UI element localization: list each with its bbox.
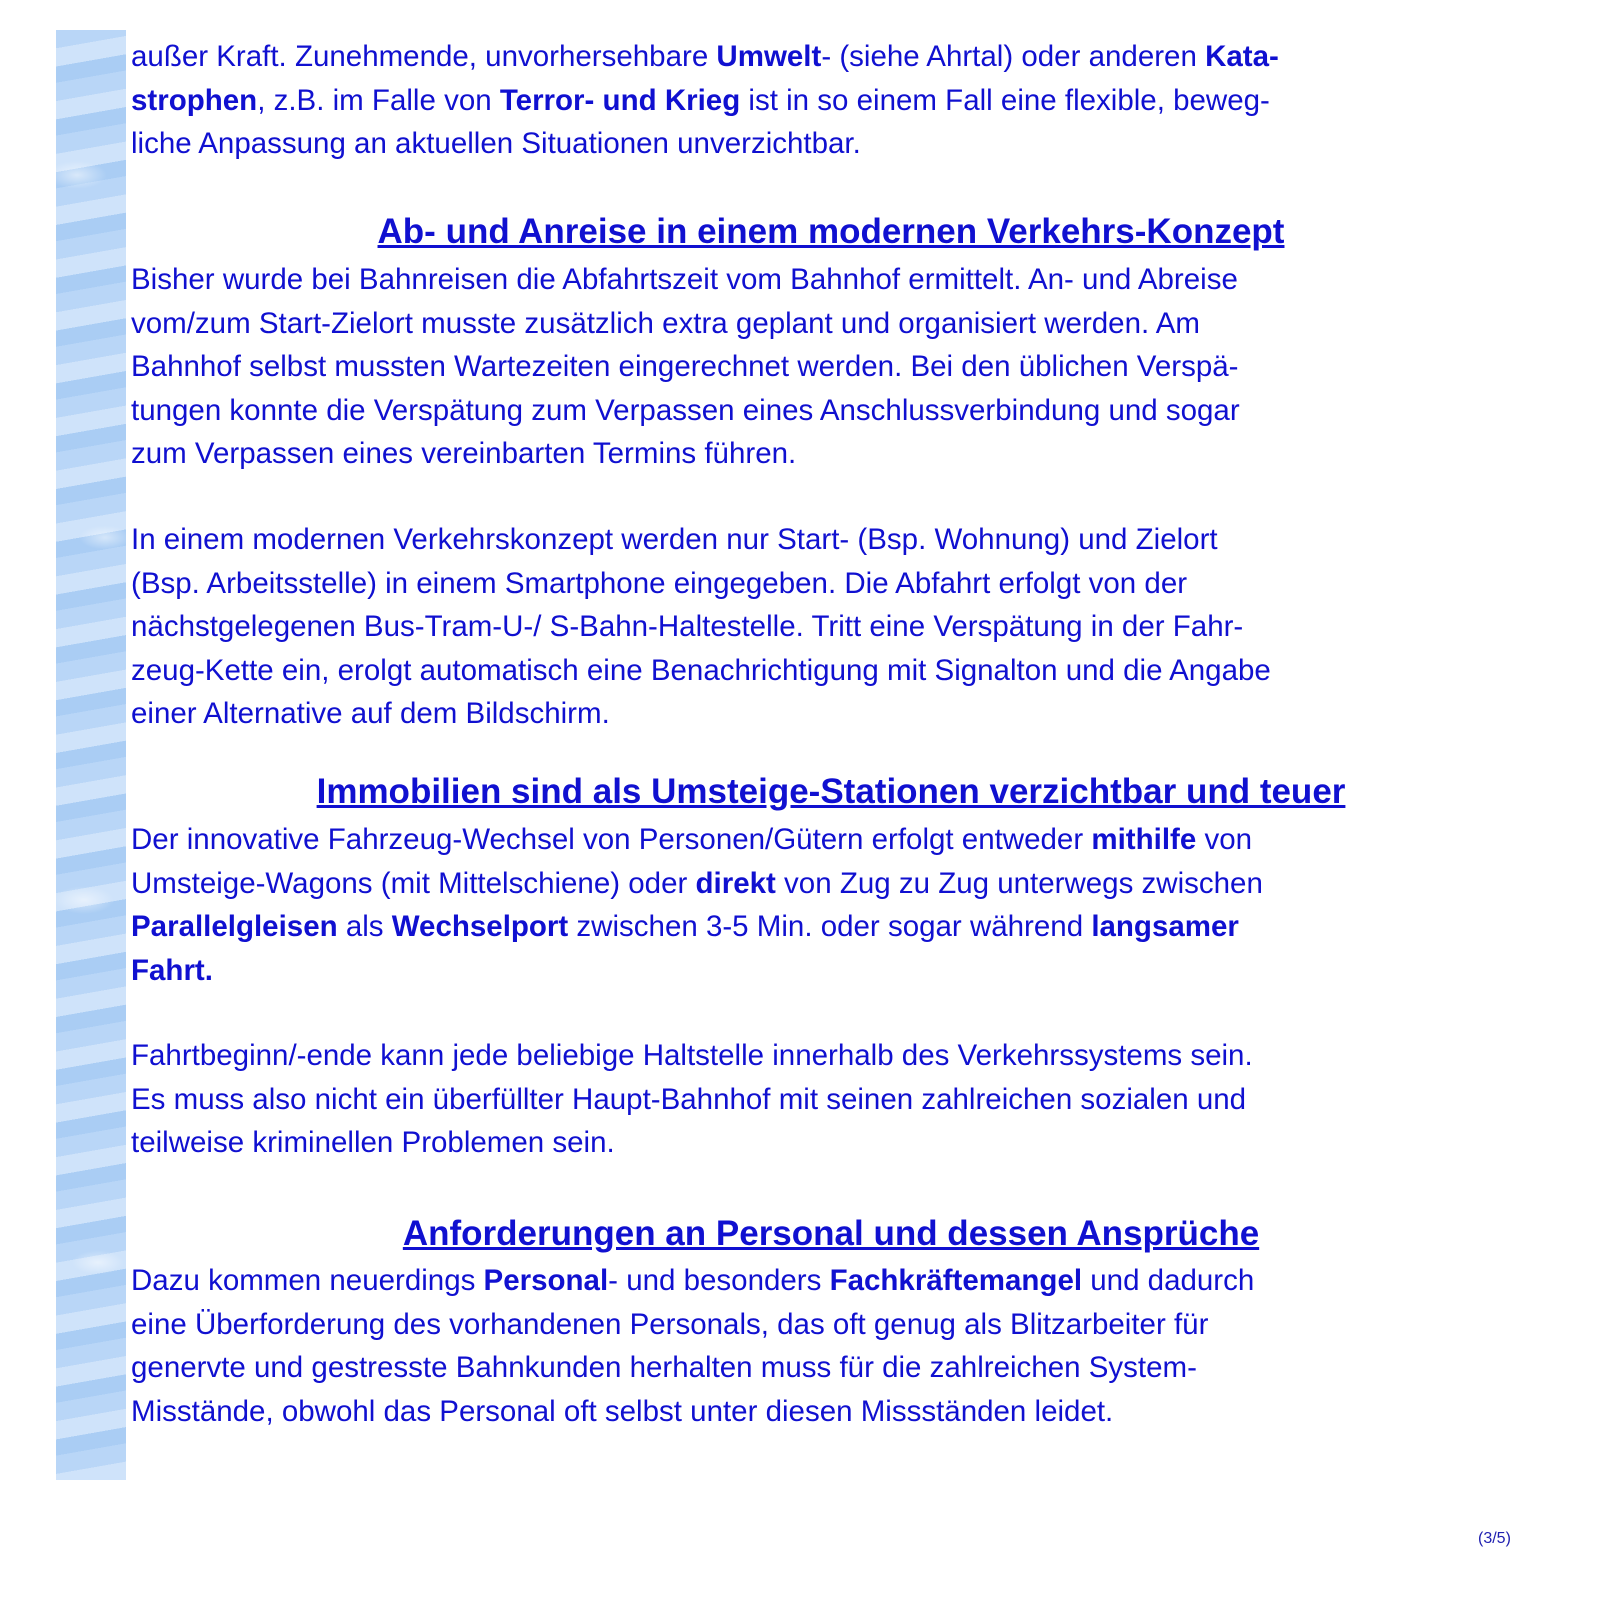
text-run: vom/zum Start-Zielort musste zusätzlich extra geplant und organisiert werden. Am — [131, 306, 1201, 340]
text-run: , z.B. im Falle von — [257, 83, 500, 117]
text-line — [131, 518, 1531, 562]
text-run: - (siehe Ahrtal) oder anderen — [821, 40, 1206, 73]
text-run: Der innovative Fahrzeug-Wechsel von Personen/Gütern erfolgt entweder — [131, 823, 1092, 856]
text-line — [131, 562, 1531, 606]
paragraph — [131, 518, 1531, 736]
bold-text: Parallelgleisen — [131, 910, 338, 943]
text-line — [131, 1121, 1531, 1165]
text-line — [131, 605, 1531, 649]
text-run: Dazu kommen neuerdings — [131, 1264, 484, 1297]
text-run: eine Überforderung des vorhandenen Personals, das oft genug als Blitzarbeiter für — [131, 1307, 1209, 1341]
text-line — [131, 258, 1531, 302]
text-line — [131, 122, 1531, 166]
text-line — [131, 79, 1531, 123]
paragraph — [131, 258, 1531, 476]
paragraph — [131, 818, 1531, 992]
bold-text: mithilfe — [1091, 823, 1197, 856]
text-run: liche Anpassung an aktuellen Situationen unverzichtbar. — [131, 127, 861, 160]
text-run: (Bsp. Arbeitsstelle) in einem Smartphone eingegeben. Die Abfahrt erfolgt von der — [131, 566, 1188, 600]
text-run: Misstände, obwohl das Personal oft selbst unter diesen Missständen leidet. — [131, 1394, 1114, 1428]
paragraph — [131, 1034, 1531, 1165]
text-run: einer Alternative auf dem Bildschirm. — [131, 697, 610, 730]
text-line — [131, 1034, 1531, 1078]
text-run: tungen konnte die Verspätung zum Verpassen eines Anschlussverbindung und sogar — [131, 393, 1240, 427]
bold-text: Kata- — [1205, 40, 1279, 73]
text-run: Bisher wurde bei Bahnreisen die Abfahrtszeit vom Bahnhof ermittelt. An- und Abreise — [131, 263, 1238, 296]
paragraph — [131, 35, 1531, 166]
text-line — [131, 1303, 1531, 1347]
bold-text: langsamer — [1091, 910, 1239, 943]
text-run: von Zug zu Zug unterwegs zwischen — [775, 866, 1263, 900]
bold-text: direkt — [695, 866, 776, 900]
text-run: ist in so einem Fall eine flexible, beweg- — [740, 83, 1270, 117]
text-line — [131, 862, 1531, 906]
text-line — [131, 1078, 1531, 1122]
text-line — [131, 949, 1531, 993]
text-line — [131, 905, 1531, 949]
paragraph — [131, 1259, 1531, 1433]
text-run: von — [1196, 823, 1253, 856]
text-line — [131, 345, 1531, 389]
text-line — [131, 389, 1531, 433]
text-run: Es muss also nicht ein überfüllter Haupt-Bahnhof mit seinen zahlreichen sozialen und — [131, 1082, 1247, 1116]
text-line — [131, 1346, 1531, 1390]
text-line — [131, 35, 1531, 79]
text-run: Bahnhof selbst mussten Wartezeiten eingerechnet werden. Bei den üblichen Verspä- — [131, 350, 1239, 383]
bold-text: Fahrt. — [131, 953, 213, 987]
text-line — [131, 692, 1531, 736]
text-run: zum Verpassen eines vereinbarten Termins führen. — [131, 437, 797, 470]
section-heading: Ab- und Anreise in einem modernen Verkehrs-Konzept — [377, 212, 1285, 251]
bold-text: Wechselport — [391, 910, 569, 943]
text-run: Fahrtbeginn/-ende kann jede beliebige Haltstelle innerhalb des Verkehrssystems sein. — [131, 1039, 1253, 1072]
text-line — [131, 818, 1531, 862]
bold-text: Personal — [483, 1264, 609, 1297]
text-line — [131, 1259, 1531, 1303]
bold-text: Terror- und Krieg — [499, 83, 741, 117]
text-run: - und besonders — [608, 1264, 830, 1297]
text-run: teilweise kriminellen Problemen sein. — [131, 1126, 615, 1159]
section-heading: Immobilien sind als Umsteige-Stationen verzichtbar und teuer — [316, 772, 1346, 811]
text-run: zeug-Kette ein, erolgt automatisch eine Benachrichtigung mit Signalton und die Angabe — [131, 653, 1271, 687]
text-line — [131, 302, 1531, 346]
bold-text: Fachkräftemangel — [829, 1264, 1083, 1297]
page-number: (3/5) — [1478, 1530, 1511, 1547]
text-run: und dadurch — [1082, 1264, 1255, 1297]
text-run: In einem modernen Verkehrskonzept werden nur Start- (Bsp. Wohnung) und Zielort — [131, 523, 1218, 556]
text-run: nächstgelegenen Bus-Tram-U-/ S-Bahn-Haltestelle. Tritt eine Verspätung in der Fahr- — [131, 610, 1244, 643]
text-run: Umsteige-Wagons (mit Mittelschiene) oder — [131, 866, 696, 900]
text-run: außer Kraft. Zunehmende, unvorhersehbare — [131, 40, 717, 73]
bold-text: strophen — [131, 83, 258, 117]
text-line — [131, 1390, 1531, 1434]
text-run: genervte und gestresste Bahnkunden herhalten muss für die zahlreichen System- — [131, 1351, 1197, 1384]
bold-text: Umwelt — [716, 40, 822, 73]
text-line — [131, 432, 1531, 476]
decorative-sidebar-bar — [56, 30, 126, 1480]
text-line — [131, 649, 1531, 693]
text-run: zwischen 3-5 Min. oder sogar während — [568, 910, 1092, 943]
text-run: als — [337, 910, 392, 943]
section-heading: Anforderungen an Personal und dessen Ansprüche — [402, 1214, 1260, 1253]
